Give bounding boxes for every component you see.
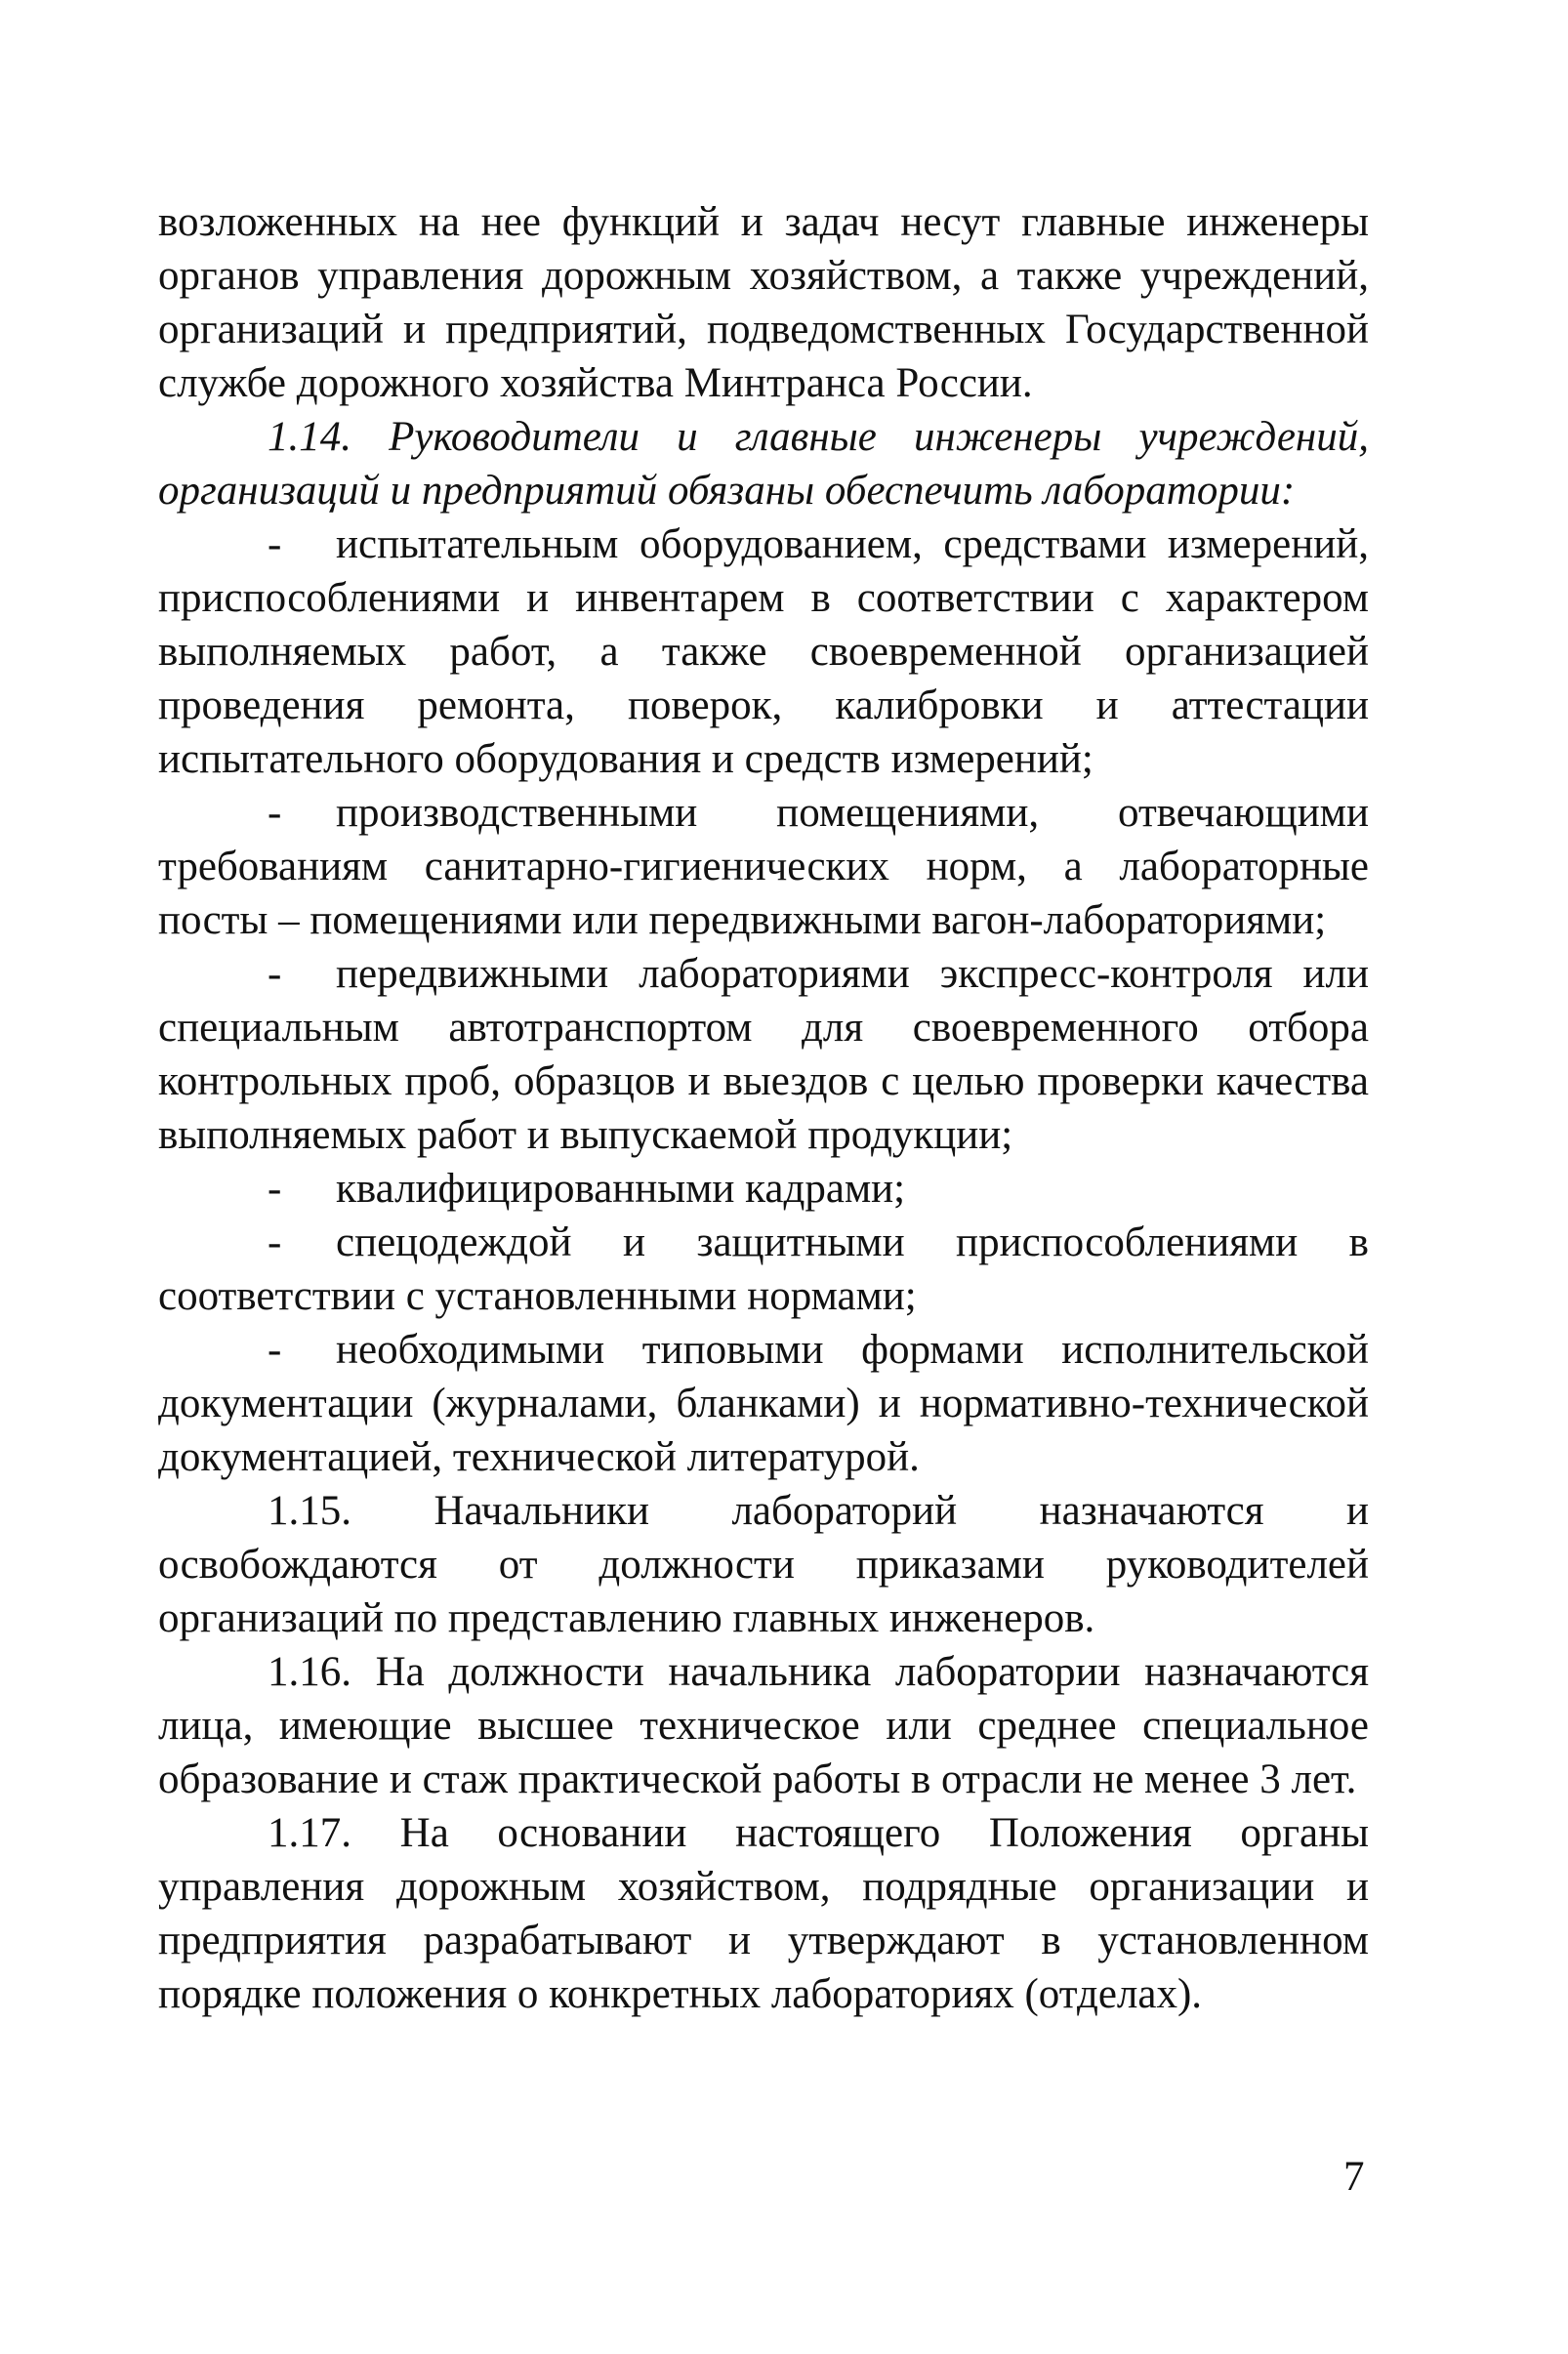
list-dash: -: [268, 1219, 282, 1265]
document-body: [158, 195, 1369, 2021]
list-item-text: квалифицированными кадрами;: [336, 1166, 906, 1212]
list-item-text: передвижными лабораториями экспресс-контроля или специальным автотранспортом для своевременного отбора контрольных проб, образцов и выездов с целью проверки качества выполняемых работ и выпускаемой продукции;: [158, 951, 1369, 1158]
list-dash: -: [268, 1166, 282, 1212]
paragraph-1-16: 1.16. На должности начальника лаборатории назначаются лица, имеющие высшее техническое или среднее специальное образование и стаж практической работы в отрасли не менее 3 лет.: [158, 1649, 1369, 1802]
list-item: [158, 1216, 1369, 1323]
paragraph-continuation: возложенных на нее функций и задач несут главные инженеры органов управления дорожным хозяйством, а также учреждений, организаций и предприятий, подведомственных Государственной службе дорожного хозяйства Минтранса России.: [158, 199, 1369, 406]
list-dash: -: [268, 790, 282, 836]
list-item-text: производственными помещениями, отвечающими требованиям санитарно-гигиенических норм, а лабораторные посты – помещениями или передвижными вагон-лабораториями;: [158, 790, 1369, 943]
paragraph-1-14: 1.14. Руководители и главные инженеры учреждений, организаций и предприятий обязаны обеспечить лаборатории:: [158, 414, 1369, 514]
list-dash: -: [268, 521, 282, 567]
list-item-text: необходимыми типовыми формами исполнительской документации (журналами, бланками) и нормативно-технической документацией, технической литературой.: [158, 1327, 1369, 1480]
list-dash: -: [268, 951, 282, 997]
list-item: [158, 1162, 1369, 1216]
paragraph-1-15: 1.15. Начальники лабораторий назначаются и освобождаются от должности приказами руководителей организаций по представлению главных инженеров.: [158, 1488, 1369, 1641]
list-item: [158, 1323, 1369, 1484]
list-item: [158, 947, 1369, 1162]
list-item: [158, 786, 1369, 947]
list-item: [158, 517, 1369, 786]
list-item-text: испытательным оборудованием, средствами измерений, приспособлениями и инвентарем в соответствии с характером выполняемых работ, а также своевременной организацией проведения ремонта, поверок, калибровки и аттестации испытательного оборудования и средств измерений;: [158, 521, 1369, 782]
paragraph-1-17: 1.17. На основании настоящего Положения органы управления дорожным хозяйством, подрядные организации и предприятия разрабатывают и утверждают в установленном порядке положения о конкретных лабораториях (отделах).: [158, 1810, 1369, 2017]
list-dash: -: [268, 1327, 282, 1373]
list-item-text: спецодеждой и защитными приспособлениями в соответствии с установленными нормами;: [158, 1219, 1369, 1319]
page-number: 7: [1343, 2154, 1365, 2200]
